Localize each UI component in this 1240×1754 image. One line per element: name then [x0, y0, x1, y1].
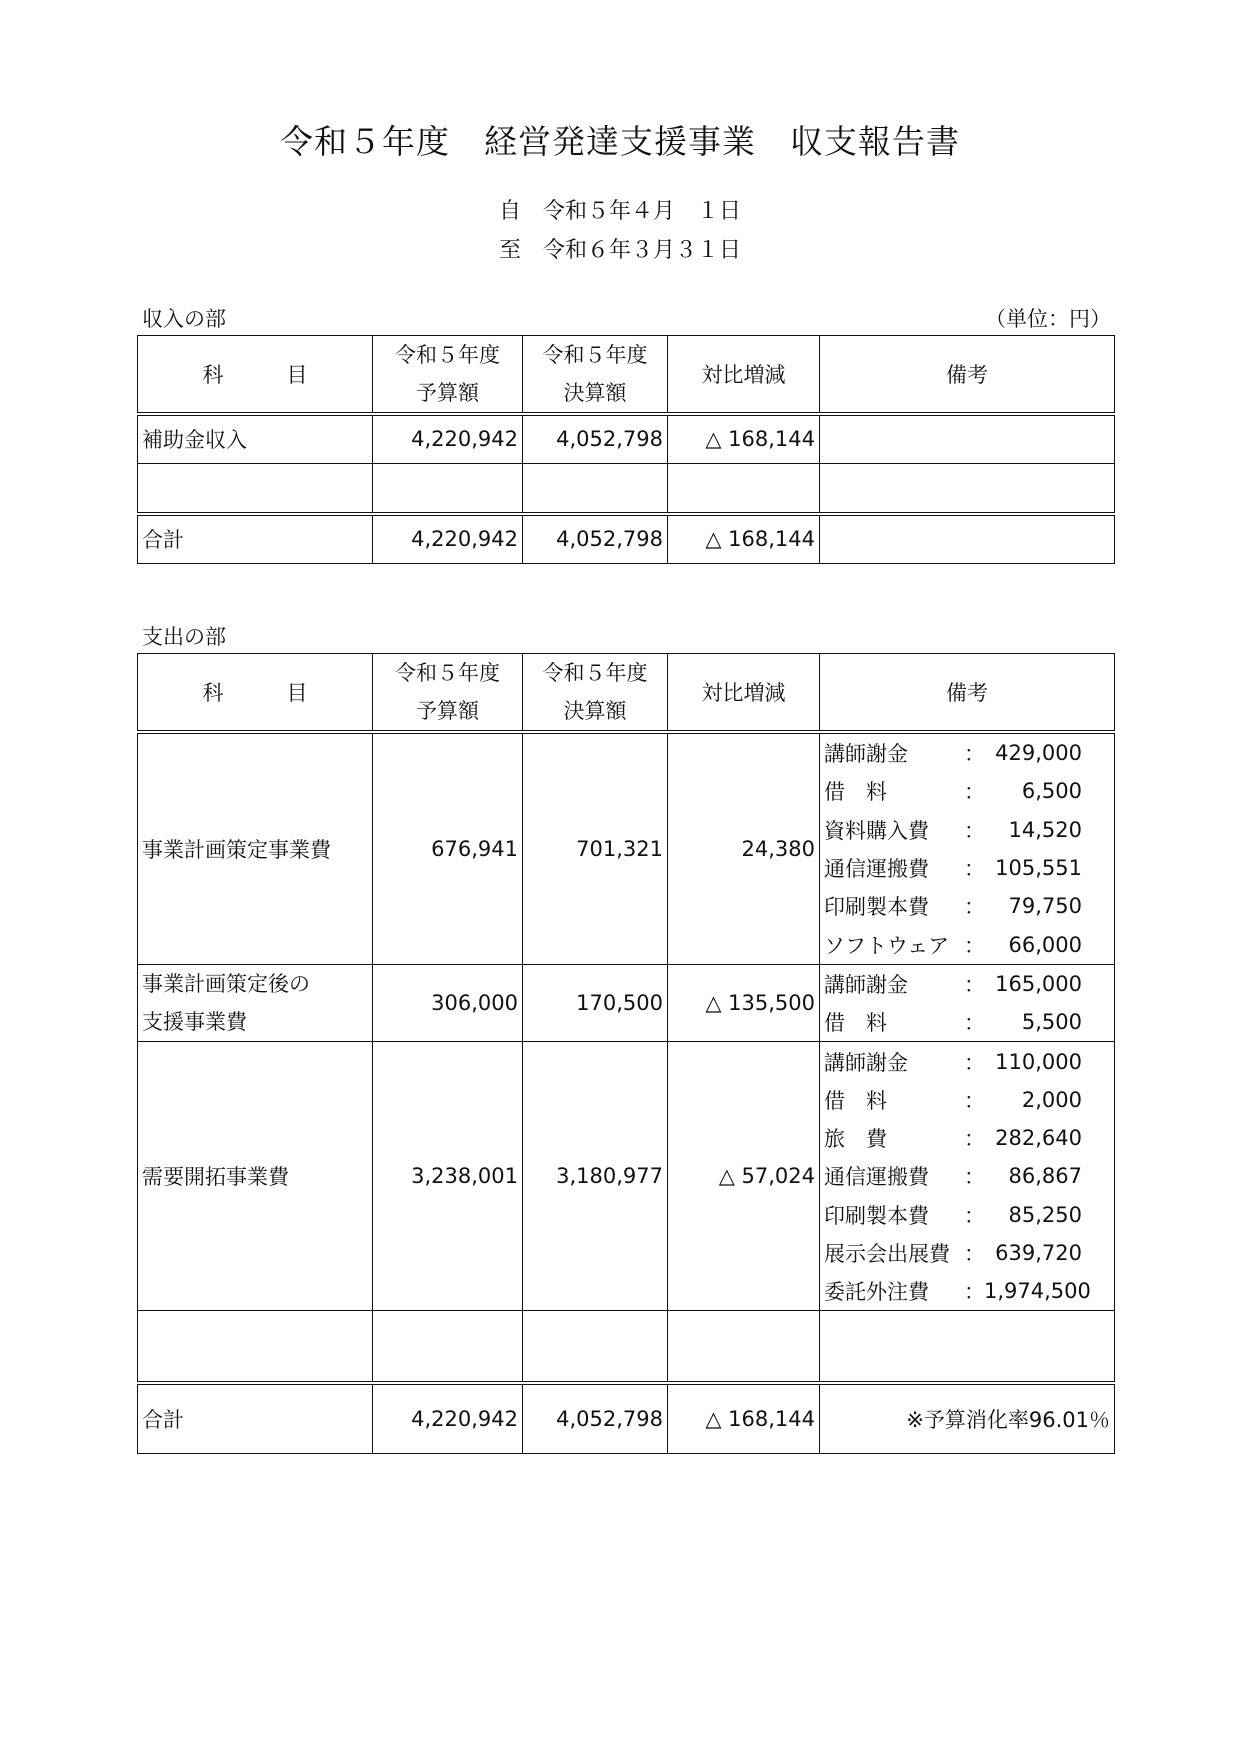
total-item: 合計 — [138, 514, 373, 563]
note-line: 借 料 ： 6,500 — [824, 779, 1082, 805]
header-item: 科 目 — [138, 336, 373, 415]
row-diff: △ 57,024 — [668, 1042, 820, 1311]
note-line: 旅 費 ： 282,640 — [824, 1126, 1082, 1152]
header-budget: 令和５年度 予算額 — [373, 336, 523, 415]
row-item: 需要開拓事業費 — [138, 1042, 373, 1311]
expense-total-row — [138, 1383, 1115, 1454]
row-note — [820, 414, 1115, 463]
row-actual: 4,052,798 — [523, 414, 668, 463]
header-diff: 対比増減 — [668, 654, 820, 733]
row-budget: 306,000 — [373, 964, 523, 1042]
header-diff: 対比増減 — [668, 336, 820, 415]
row-budget: 4,220,942 — [373, 414, 523, 463]
table-row — [138, 1042, 1115, 1311]
total-budget: 4,220,942 — [373, 1383, 523, 1454]
row-budget: 676,941 — [373, 732, 523, 964]
period-to: 至 令和６年３月３１日 — [498, 238, 741, 263]
note-line: 印刷製本費 ： 85,250 — [824, 1202, 1082, 1228]
note-line: 通信運搬費 ： 105,551 — [824, 856, 1082, 882]
expense-section-label: 支出の部 — [142, 625, 226, 649]
empty-row — [138, 463, 1115, 514]
row-item: 事業計画策定後の 支援事業費 — [138, 964, 373, 1042]
note-line: 講師謝金 ： 165,000 — [824, 971, 1082, 997]
total-item: 合計 — [138, 1383, 373, 1454]
income-total-row — [138, 514, 1115, 563]
table-row — [138, 732, 1115, 964]
header-note: 備考 — [820, 654, 1115, 733]
header-actual: 令和５年度 決算額 — [523, 654, 668, 733]
row-diff: △ 135,500 — [668, 964, 820, 1042]
row-item: 補助金収入 — [138, 414, 373, 463]
header-actual: 令和５年度 決算額 — [523, 336, 668, 415]
row-item: 事業計画策定事業費 — [138, 732, 373, 964]
row-notes — [820, 964, 1115, 1042]
expense-header-row — [138, 654, 1115, 733]
total-diff: △ 168,144 — [668, 1383, 820, 1454]
note-line: 講師謝金 ： 110,000 — [824, 1049, 1082, 1075]
note-line: 通信運搬費 ： 86,867 — [824, 1164, 1082, 1190]
total-diff: △ 168,144 — [668, 514, 820, 563]
note-line: 講師謝金 ： 429,000 — [824, 741, 1082, 767]
page-title: 令和５年度 経営発達支援事業 収支報告書 — [280, 122, 960, 161]
income-section-label: 収入の部 — [142, 307, 226, 331]
period-from: 自 令和５年４月 １日 — [498, 199, 741, 224]
unit-label: （単位：円） — [985, 307, 1111, 331]
table-row — [138, 414, 1115, 463]
income-header-row — [138, 336, 1115, 415]
expense-table — [137, 653, 1115, 1454]
header-note: 備考 — [820, 336, 1115, 415]
row-diff: 24,380 — [668, 732, 820, 964]
income-table — [137, 335, 1115, 564]
empty-row — [138, 1311, 1115, 1383]
note-line: 借 料 ： 2,000 — [824, 1087, 1082, 1113]
note-line: ソフトウェア ： 66,000 — [824, 932, 1082, 958]
note-line: 借 料 ： 5,500 — [824, 1010, 1082, 1036]
row-actual: 701,321 — [523, 732, 668, 964]
total-budget: 4,220,942 — [373, 514, 523, 563]
total-note: ※予算消化率96.01％ — [820, 1383, 1115, 1454]
total-note — [820, 514, 1115, 563]
row-notes — [820, 732, 1115, 964]
note-line: 印刷製本費 ： 79,750 — [824, 894, 1082, 920]
table-row — [138, 964, 1115, 1042]
note-line: 資料購入費 ： 14,520 — [824, 817, 1082, 843]
row-diff: △ 168,144 — [668, 414, 820, 463]
row-budget: 3,238,001 — [373, 1042, 523, 1311]
header-item: 科 目 — [138, 654, 373, 733]
row-notes — [820, 1042, 1115, 1311]
row-actual: 170,500 — [523, 964, 668, 1042]
total-actual: 4,052,798 — [523, 514, 668, 563]
row-actual: 3,180,977 — [523, 1042, 668, 1311]
total-actual: 4,052,798 — [523, 1383, 668, 1454]
note-line: 展示会出展費 ： 639,720 — [824, 1241, 1082, 1266]
header-budget: 令和５年度 予算額 — [373, 654, 523, 733]
note-line: 委託外注費 ： 1,974,500 — [824, 1279, 1091, 1305]
